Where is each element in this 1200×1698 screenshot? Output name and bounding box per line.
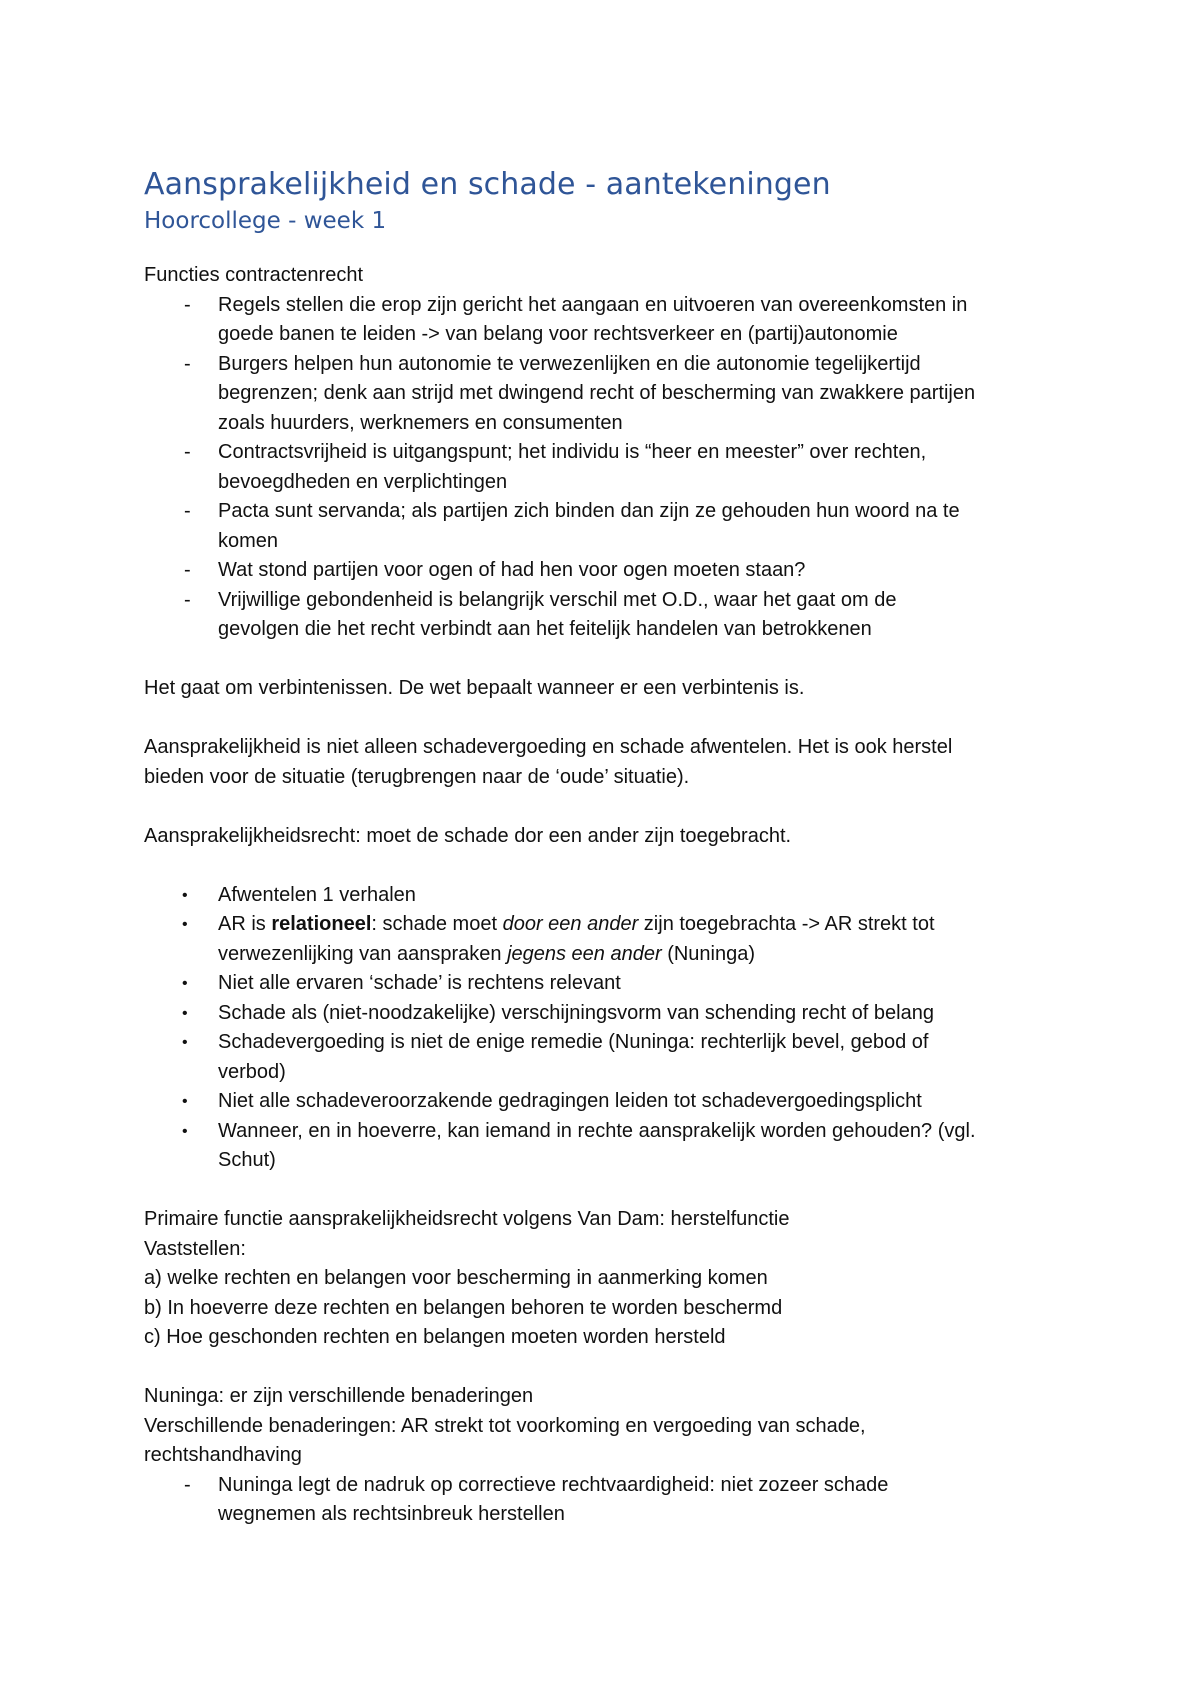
paragraph: Aansprakelijkheidsrecht: moet de schade dor een ander zijn toegebracht. (144, 824, 792, 847)
bullet-text: Afwentelen 1 verhalen (218, 883, 416, 906)
paragraph-line: Verschillende benaderingen: AR strekt tot voorkoming en vergoeding van schade, (144, 1414, 866, 1437)
dash-marker: - (184, 352, 191, 375)
list-item-text: Regels stellen die erop zijn gericht het aangaan en uitvoeren van overeenkomsten in (218, 293, 968, 316)
bullet-item (144, 969, 1080, 999)
paragraph-gap (144, 1176, 1080, 1206)
list-item-text: goede banen te leiden -> van belang voor rechtsverkeer en (partij)autonomie (218, 323, 898, 345)
paragraph-line: c) Hoe geschonden rechten en belangen moeten worden hersteld (144, 1326, 726, 1348)
paragraph-line: Primaire functie aansprakelijkheidsrecht volgens Van Dam: herstelfunctie (144, 1208, 790, 1230)
list-item-text: bevoegdheden en verplichtingen (218, 470, 508, 493)
list-item-text: Nuninga legt de nadruk op correctieve rechtvaardigheid: niet zozeer schade (218, 1473, 889, 1496)
bullet-item (144, 1087, 1080, 1117)
bullet-marker: • (182, 1122, 188, 1140)
paragraph-line: Aansprakelijkheid is niet alleen schadevergoeding en schade afwentelen. Het is ook herstel (144, 736, 953, 758)
bullet-text-segment: AR is (218, 913, 272, 935)
paragraph-line: rechtshandhaving (144, 1444, 302, 1466)
bullet-marker: • (182, 1034, 188, 1051)
dash-marker: - (184, 293, 191, 316)
bold-term: relationeel (271, 913, 372, 935)
paragraph-line: b) In hoeverre deze rechten en belangen behoren te worden beschermd (144, 1296, 783, 1319)
bullet-text: Niet alle schadeveroorzakende gedragingen leiden tot schadevergoedingsplicht (218, 1090, 922, 1112)
paragraph-line: a) welke rechten en belangen voor bescherming in aanmerking komen (144, 1267, 768, 1289)
bullet-item (144, 999, 1080, 1029)
paragraph-gap (144, 645, 1080, 675)
list-item-text: gevolgen die het recht verbindt aan het feitelijk handelen van betrokkenen (218, 618, 872, 640)
bullet-item (144, 1028, 1080, 1087)
bullet-text: Schut) (218, 1149, 276, 1171)
dash-list-item (144, 438, 1080, 497)
bullet-marker: • (182, 1093, 188, 1110)
bullet-text-segment: : schade moet (371, 913, 503, 935)
list-item-text: Wat stond partijen voor ogen of had hen voor ogen moeten staan? (218, 559, 806, 581)
dash-marker: - (184, 588, 191, 611)
list-item-text: wegnemen als rechtsinbreuk herstellen (218, 1503, 565, 1525)
bullet-marker: • (182, 975, 188, 992)
dash-marker: - (184, 1473, 191, 1496)
paragraph-line: bieden voor de situatie (terugbrengen naar de ‘oude’ situatie). (144, 765, 690, 788)
bullet-item (144, 910, 1080, 969)
paragraph-gap (144, 851, 1080, 881)
bullet-text: Niet alle ervaren ‘schade’ is rechtens relevant (218, 972, 621, 994)
list-item-text: Contractsvrijheid is uitgangspunt; het individu is “heer en meester” over rechten, (218, 441, 927, 463)
bullet-text: Wanneer, en in hoeverre, kan iemand in rechte aansprakelijk worden gehouden? (vgl. (218, 1119, 976, 1142)
list-item-text: zoals huurders, werknemers en consumenten (218, 411, 623, 434)
list-item-text: begrenzen; denk aan strijd met dwingend recht of bescherming van zwakkere partijen (218, 382, 976, 404)
dash-marker: - (184, 441, 191, 463)
italic-term: jegens een ander (507, 942, 662, 965)
paragraph: Het gaat om verbintenissen. De wet bepaalt wanneer er een verbintenis is. (144, 677, 805, 699)
bullet-text-segment: (Nuninga) (661, 942, 756, 965)
list-item-text: komen (218, 529, 279, 552)
bullet-text-segment: verwezenlijking van aanspraken (218, 942, 508, 965)
paragraph-line: Nuninga: er zijn verschillende benaderingen (144, 1385, 534, 1407)
italic-term: door een ander (502, 913, 639, 935)
paragraph-gap (144, 792, 1080, 822)
bullet-text-segment: zijn toegebrachta -> AR strekt tot (638, 913, 935, 935)
list-item-text: Burgers helpen hun autonomie te verwezenlijken en die autonomie tegelijkertijd (218, 352, 921, 375)
bullet-item (144, 1117, 1080, 1176)
dash-marker: - (184, 500, 191, 522)
document-subtitle: Hoorcollege - week 1 (144, 208, 387, 234)
list-item-text: Vrijwillige gebondenheid is belangrijk verschil met O.D., waar het gaat om de (218, 588, 897, 611)
bullet-text: verbod) (218, 1060, 286, 1083)
bullet-marker: • (182, 1004, 188, 1022)
bullet-list (144, 881, 1080, 1176)
dash-marker: - (184, 559, 191, 581)
list-item-text: Pacta sunt servanda; als partijen zich binden dan zijn ze gehouden hun woord na te (218, 500, 960, 522)
document-title: Aansprakelijkheid en schade - aantekeningen (144, 167, 831, 202)
dash-list-item (144, 586, 1080, 645)
dash-list-item (144, 350, 1080, 439)
dash-list (144, 291, 1080, 645)
bullet-item (144, 881, 1080, 911)
dash-list (144, 1471, 1080, 1530)
dash-list-item (144, 556, 1080, 586)
paragraph-gap (144, 704, 1080, 734)
bullet-text: Schadevergoeding is niet de enige remedie (Nuninga: rechterlijk bevel, gebod of (218, 1031, 929, 1053)
section-heading: Functies contractenrecht (144, 264, 363, 286)
bullet-marker: • (182, 886, 188, 904)
dash-list-item (144, 291, 1080, 350)
dash-list-item (144, 497, 1080, 556)
dash-list-item (144, 1471, 1080, 1530)
paragraph-gap (144, 1353, 1080, 1383)
paragraph-line: Vaststellen: (144, 1237, 246, 1260)
bullet-marker: • (182, 916, 188, 933)
bullet-text: Schade als (niet-noodzakelijke) verschijningsvorm van schending recht of belang (218, 1001, 934, 1024)
